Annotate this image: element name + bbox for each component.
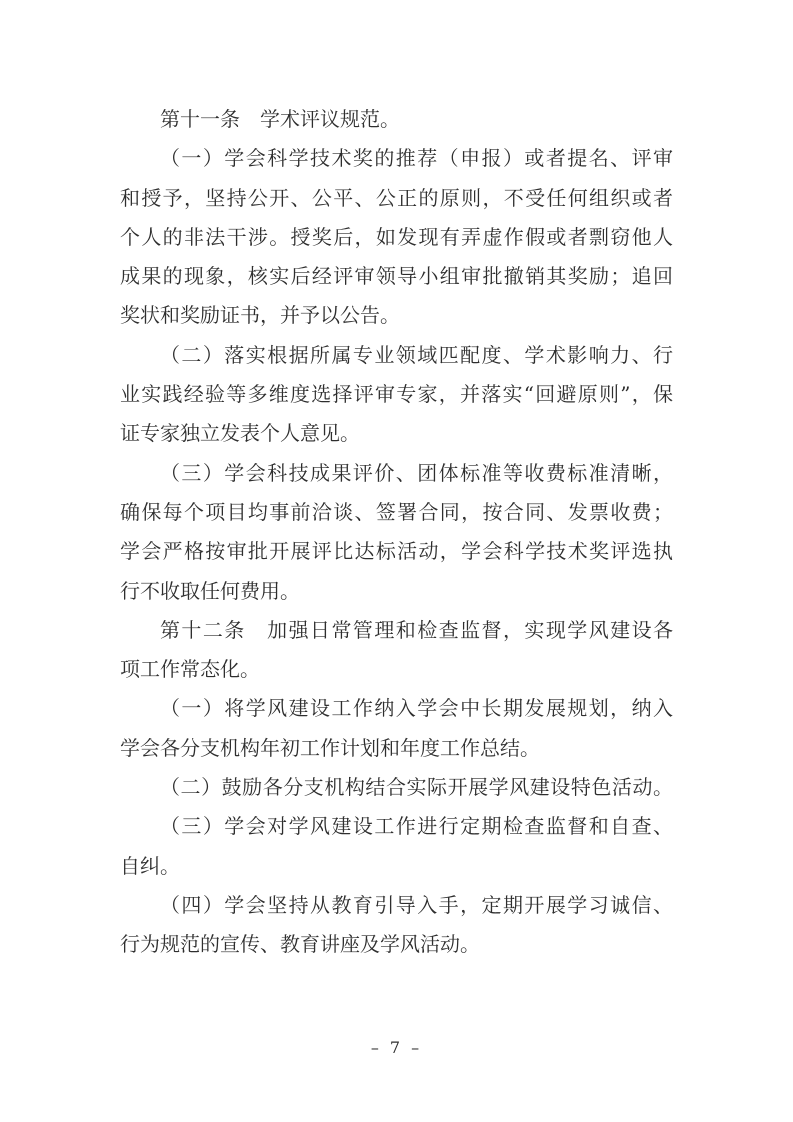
text-line: 第十一条 学术评议规范。 — [160, 107, 400, 131]
text-line: 业实践经验等多维度选择评审专家，并落实“回避原则”，保 — [120, 382, 673, 407]
article-12-item-2 — [120, 768, 673, 807]
text-line: 学会各分支机构年初工作计划和年度工作总结。 — [120, 735, 540, 760]
article-11-item-3 — [120, 454, 673, 611]
article-12-item-4 — [120, 886, 673, 965]
text-line: （四）学会坚持从教育引导入手，定期开展学习诚信、 — [160, 892, 673, 917]
text-line: （一）学会科学技术奖的推荐（申报）或者提名、评审 — [160, 146, 673, 171]
text-line: 成果的现象，核实后经评审领导小组审批撤销其奖励；追回 — [120, 264, 673, 289]
text-line: （三）学会科技成果评价、团体标准等收费标准清晰， — [160, 460, 673, 485]
article-11-item-2 — [120, 336, 673, 454]
text-line: 确保每个项目均事前洽谈、签署合同，按合同、发票收费； — [120, 499, 673, 524]
text-line: 证专家独立发表个人意见。 — [120, 421, 360, 446]
article-11-heading — [120, 100, 673, 139]
text-line: 学会严格按审批开展评比达标活动，学会科学技术奖评选执 — [120, 539, 673, 564]
text-line: 自纠。 — [120, 853, 180, 878]
text-line: 行为规范的宣传、教育讲座及学风活动。 — [120, 932, 480, 957]
text-line: （二）落实根据所属专业领域匹配度、学术影响力、行 — [160, 342, 673, 367]
article-11-item-1 — [120, 139, 673, 335]
article-12-item-1 — [120, 689, 673, 768]
text-line: 第十二条 加强日常管理和检查监督，实现学风建设各 — [160, 617, 673, 642]
text-line: 项工作常态化。 — [120, 657, 260, 682]
page-number: – 7 – — [370, 1038, 423, 1057]
article-12-heading — [120, 611, 673, 690]
text-line: （一）将学风建设工作纳入学会中长期发展规划，纳入 — [160, 696, 673, 721]
text-line: 个人的非法干涉。授奖后，如发现有弄虚作假或者剽窃他人 — [120, 224, 673, 249]
text-line: 行不收取任何费用。 — [120, 578, 300, 603]
document-body — [120, 100, 673, 965]
text-line: 奖状和奖励证书，并予以公告。 — [120, 303, 400, 328]
article-12-item-3 — [120, 807, 673, 886]
text-line: （二）鼓励各分支机构结合实际开展学风建设特色活动。 — [160, 775, 673, 800]
text-line: 和授予，坚持公开、公平、公正的原则，不受任何组织或者 — [120, 185, 673, 210]
text-line: （三）学会对学风建设工作进行定期检查监督和自查、 — [160, 814, 673, 839]
